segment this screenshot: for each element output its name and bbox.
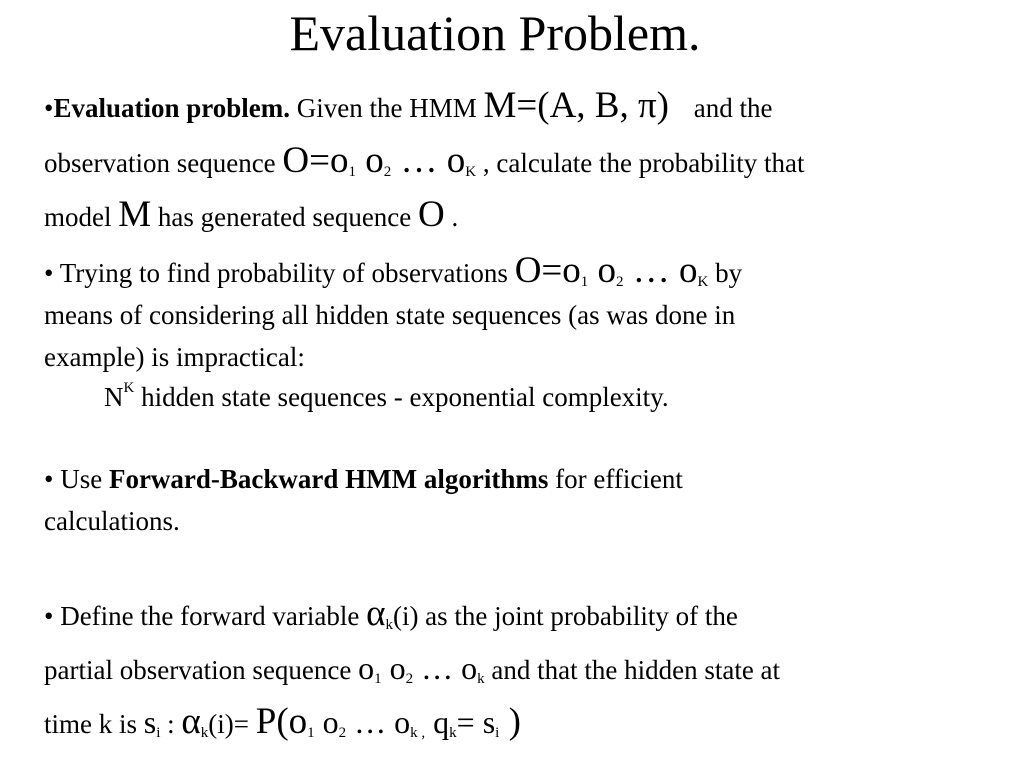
p1-text: model xyxy=(44,202,119,232)
prob-P: P(o xyxy=(255,701,308,742)
obs-o: o xyxy=(358,650,375,686)
p4-text: • Define the forward variable xyxy=(44,601,367,631)
model-M: M xyxy=(118,194,152,235)
p4-text: and that the hidden state at xyxy=(484,655,781,685)
sub: 2 xyxy=(383,164,392,180)
sub: k xyxy=(385,617,393,633)
sub: i xyxy=(495,725,500,741)
sub: 2 xyxy=(405,671,414,687)
sub: K xyxy=(465,164,477,180)
p4-text: partial observation sequence xyxy=(44,655,359,685)
p3-text: for efficient xyxy=(548,464,683,494)
bullet: • xyxy=(44,93,54,123)
obs-o: o xyxy=(588,250,617,291)
sub: i xyxy=(156,725,161,741)
alpha: α xyxy=(366,593,386,634)
obs-o: … o xyxy=(346,704,411,740)
p1-bold-lead: Evaluation problem. xyxy=(53,93,290,123)
obs-o: O=o xyxy=(514,250,581,291)
sub: k xyxy=(200,725,209,741)
obs-o: … o xyxy=(391,140,466,181)
p2-text: by xyxy=(708,258,743,288)
paren: ) xyxy=(499,701,521,742)
sub: 1 xyxy=(580,274,589,290)
p1-line3 xyxy=(44,194,459,235)
p4-line3 xyxy=(44,701,521,742)
p4-text: time k is xyxy=(44,709,144,739)
obs-seq xyxy=(515,250,709,291)
sub: K xyxy=(697,274,709,290)
p1-text: and the xyxy=(693,93,773,123)
sub: 2 xyxy=(338,725,347,741)
p1-line2 xyxy=(44,140,805,181)
sub: 1 xyxy=(374,671,382,687)
sub: k xyxy=(477,671,485,687)
obs-o: … o xyxy=(623,250,698,291)
hmm-model: M=(A, B, π) xyxy=(483,85,669,126)
obs-o: o xyxy=(314,704,339,740)
p1-text: , calculate the probability that xyxy=(476,148,805,178)
p1-text: Given the HMM xyxy=(290,93,484,123)
sub: k xyxy=(449,725,457,741)
sub: 1 xyxy=(307,725,315,741)
p1-text: has generated sequence xyxy=(151,202,419,232)
p2-line1 xyxy=(44,250,743,291)
sub: 1 xyxy=(348,164,357,180)
p2-text: hidden state sequences - exponential complexity. xyxy=(134,382,669,412)
p2-line2: means of considering all hidden state sequences (as was done in xyxy=(44,300,736,330)
q: q xyxy=(425,704,450,740)
p3-text: • Use xyxy=(44,464,109,494)
state-s: s xyxy=(143,704,157,740)
sub: k , xyxy=(410,725,426,741)
obs-o: o xyxy=(356,140,384,181)
p2-text: • Trying to find probability of observations xyxy=(44,258,515,288)
state-s: = s xyxy=(456,704,496,740)
p2-line4 xyxy=(104,379,669,415)
p4-line1 xyxy=(44,593,738,634)
seq-O: O xyxy=(418,194,445,235)
p4-text: : xyxy=(160,709,182,739)
obs-o: o xyxy=(381,650,406,686)
slide-title: Evaluation Problem. xyxy=(289,5,701,61)
p3-bold: Forward-Backward HMM algorithms xyxy=(108,464,549,494)
obs-o: O=o xyxy=(282,140,349,181)
p3-line2: calculations. xyxy=(44,506,180,536)
p1-text: observation sequence xyxy=(44,148,283,178)
obs-seq xyxy=(282,140,476,181)
p1-line1 xyxy=(44,85,773,126)
p4-text: (i)= xyxy=(208,709,256,739)
p4-line2 xyxy=(44,650,780,688)
p3-line1 xyxy=(44,461,683,497)
obs-o: … o xyxy=(413,650,478,686)
N: N xyxy=(104,382,124,412)
alpha: α xyxy=(181,701,201,742)
sup: K xyxy=(123,380,135,396)
p4-text: (i) as the joint probability of the xyxy=(392,601,738,631)
p1-text: . xyxy=(444,202,459,232)
p2-line3: example) is impractical: xyxy=(44,342,305,372)
sub: 2 xyxy=(616,274,624,290)
